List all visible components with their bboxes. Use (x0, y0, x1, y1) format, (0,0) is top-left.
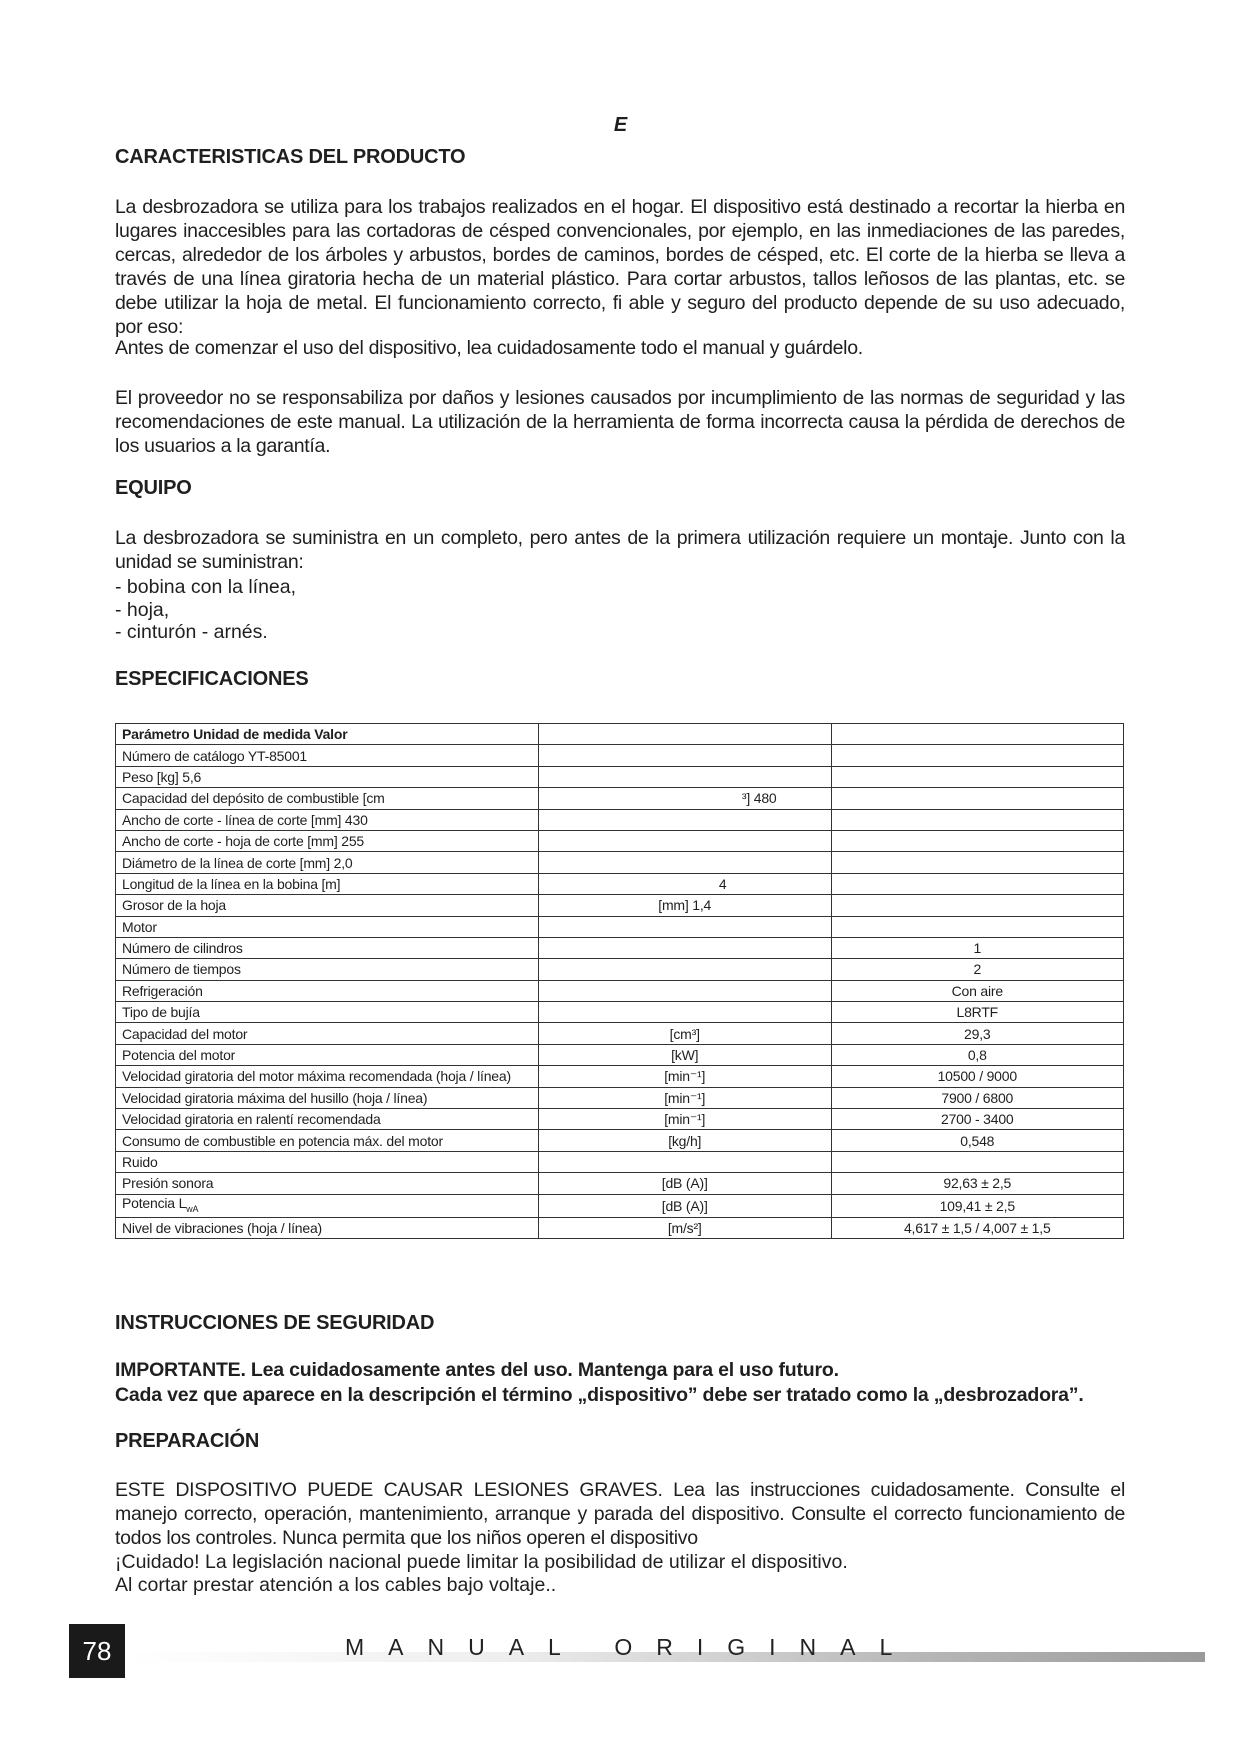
table-row (116, 788, 1124, 809)
table-row (116, 1023, 1124, 1044)
preparation-paragraph: ESTE DISPOSITIVO PUEDE CAUSAR LESIONES GRAVES. Lea las instrucciones cuidadosamente. Consulte el manejo correcto, operación, mantenimiento, arranque y parada del dispositivo. Consulte el correcto funcionamiento de todos los controles. Nunca permita que los niños operen el dispositivo (115, 1479, 1125, 1549)
characteristics-paragraph-3: El proveedor no se responsabiliza por daños y lesiones causados por incumplimiento de las normas de seguridad y las recomendaciones de este manual. La utilización de la herramienta de forma incorrecta causa la pérdida de derechos de los usuarios a la garantía. (115, 387, 1125, 457)
table-cell: Ancho de corte - línea de corte [mm] 430 (116, 809, 539, 830)
table-cell: Ancho de corte - hoja de corte [mm] 255 (116, 830, 539, 851)
table-cell: [dB (A)] (538, 1194, 831, 1217)
section-heading-equipment: EQUIPO (115, 477, 192, 499)
table-cell: Motor (116, 916, 539, 937)
table-cell: 4,617 ± 1,5 / 4,007 ± 1,5 (831, 1217, 1123, 1238)
table-cell: [dB (A)] (538, 1173, 831, 1194)
preparation-line-1: ¡Cuidado! La legislación nacional puede limitar la posibilidad de utilizar el dispositivo. (115, 1551, 848, 1573)
page-number: 78 (69, 1624, 125, 1678)
section-heading-specifications: ESPECIFICACIONES (115, 668, 309, 690)
table-cell: Número de cilindros (116, 937, 539, 958)
specifications-table (115, 723, 1124, 1239)
table-cell: Ruido (116, 1151, 539, 1172)
table-cell: [cm³] (538, 1023, 831, 1044)
section-heading-safety: INSTRUCCIONES DE SEGURIDAD (115, 1312, 435, 1334)
table-row (116, 1109, 1124, 1130)
table-cell: [min⁻¹] (538, 1087, 831, 1108)
table-cell (831, 745, 1123, 766)
table-cell: [mm] 1,4 (538, 895, 831, 916)
table-row (116, 1130, 1124, 1151)
table-header-cell (538, 724, 831, 745)
section-heading-preparation: PREPARACIÓN (115, 1430, 260, 1452)
section-heading-characteristics: CARACTERISTICAS DEL PRODUCTO (115, 146, 466, 168)
table-cell (538, 852, 831, 873)
important-note-1: IMPORTANTE. Lea cuidadosamente antes del uso. Mantenga para el uso futuro. (115, 1359, 839, 1381)
table-row (116, 1151, 1124, 1172)
table-row (116, 1194, 1124, 1217)
characteristics-paragraph-2: Antes de comenzar el uso del dispositivo, lea cuidadosamente todo el manual y guárdelo. (115, 337, 863, 359)
table-cell: [min⁻¹] (538, 1109, 831, 1130)
table-cell: ³] 480 (538, 788, 831, 809)
table-cell (831, 1151, 1123, 1172)
table-cell (831, 788, 1123, 809)
table-cell: 1 (831, 937, 1123, 958)
table-cell (831, 830, 1123, 851)
table-cell: 109,41 ± 2,5 (831, 1194, 1123, 1217)
equipment-item: - hoja, (115, 599, 170, 621)
table-row (116, 959, 1124, 980)
table-row (116, 937, 1124, 958)
table-cell (538, 916, 831, 937)
table-cell: Número de tiempos (116, 959, 539, 980)
table-cell: Refrigeración (116, 980, 539, 1001)
table-cell: Consumo de combustible en potencia máx. del motor (116, 1130, 539, 1151)
table-cell: Peso [kg] 5,6 (116, 766, 539, 787)
table-cell (538, 766, 831, 787)
table-row (116, 1087, 1124, 1108)
language-marker: E (613, 114, 628, 136)
table-cell (831, 873, 1123, 894)
table-row (116, 830, 1124, 851)
equipment-item: - cinturón - arnés. (115, 621, 268, 643)
table-row (116, 1044, 1124, 1065)
table-cell: 0,548 (831, 1130, 1123, 1151)
table-cell: Tipo de bujía (116, 1002, 539, 1023)
table-cell: 2 (831, 959, 1123, 980)
table-cell: [kW] (538, 1044, 831, 1065)
table-row (116, 852, 1124, 873)
table-cell: Diámetro de la línea de corte [mm] 2,0 (116, 852, 539, 873)
sound-power-label: Potencia L (122, 1194, 187, 1211)
equipment-item: - bobina con la línea, (115, 576, 297, 598)
table-header-cell: Parámetro Unidad de medida Valor (116, 724, 539, 745)
table-cell (538, 1002, 831, 1023)
table-cell: Capacidad del motor (116, 1023, 539, 1044)
table-header-row (116, 724, 1124, 745)
table-cell (831, 852, 1123, 873)
table-cell: Nivel de vibraciones (hoja / línea) (116, 1217, 539, 1238)
table-cell: L8RTF (831, 1002, 1123, 1023)
table-cell (538, 959, 831, 980)
table-cell: Grosor de la hoja (116, 895, 539, 916)
table-cell (538, 830, 831, 851)
table-cell: [min⁻¹] (538, 1066, 831, 1087)
table-cell: 4 (538, 873, 831, 894)
table-cell: Longitud de la línea en la bobina [m] (116, 873, 539, 894)
table-cell: 2700 - 3400 (831, 1109, 1123, 1130)
table-cell: Velocidad giratoria máxima del husillo (hoja / línea) (116, 1087, 539, 1108)
table-cell (538, 745, 831, 766)
table-header-cell (831, 724, 1123, 745)
table-cell: Número de catálogo YT-85001 (116, 745, 539, 766)
table-row (116, 1066, 1124, 1087)
table-cell (831, 809, 1123, 830)
characteristics-paragraph-1: La desbrozadora se utiliza para los trabajos realizados en el hogar. El dispositivo está destinado a recortar la hierba en lugares inaccesibles para las cortadoras de césped convencionales, por ejemplo, en las inmediaciones de las paredes, cercas, alrededor de los árboles y arbustos, bordes de caminos, bordes de césped, etc. El corte de la hierba se lleva a través de una línea giratoria hecha de un material plástico. Para cortar arbustos, tallos leñosos de las plantas, etc. se debe utilizar la hoja de metal. El funcionamiento correcto, fi able y seguro del producto depende de su uso adecuado, por eso: (115, 196, 1125, 338)
footer-title: MANUAL ORIGINAL (345, 1634, 917, 1660)
table-cell (538, 980, 831, 1001)
table-cell: [m/s²] (538, 1217, 831, 1238)
table-row (116, 1217, 1124, 1238)
table-row (116, 745, 1124, 766)
preparation-line-2: Al cortar prestar atención a los cables bajo voltaje.. (115, 1574, 557, 1596)
table-cell (831, 895, 1123, 916)
table-cell: Capacidad del depósito de combustible [cm (116, 788, 539, 809)
table-row (116, 916, 1124, 937)
table-row (116, 873, 1124, 894)
table-row (116, 1002, 1124, 1023)
table-cell (831, 916, 1123, 937)
table-row (116, 1173, 1124, 1194)
table-cell: Velocidad giratoria en ralentí recomendada (116, 1109, 539, 1130)
table-cell: 92,63 ± 2,5 (831, 1173, 1123, 1194)
table-cell (831, 766, 1123, 787)
table-cell: 10500 / 9000 (831, 1066, 1123, 1087)
table-cell (116, 1194, 539, 1217)
table-cell: 0,8 (831, 1044, 1123, 1065)
table-cell: Potencia del motor (116, 1044, 539, 1065)
table-cell (538, 937, 831, 958)
table-cell (538, 1151, 831, 1172)
table-cell: 7900 / 6800 (831, 1087, 1123, 1108)
equipment-paragraph: La desbrozadora se suministra en un completo, pero antes de la primera utilización requiere un montaje. Junto con la unidad se suministran: (115, 527, 1125, 573)
table-cell: [kg/h] (538, 1130, 831, 1151)
table-cell: Presión sonora (116, 1173, 539, 1194)
table-cell (538, 809, 831, 830)
table-row (116, 809, 1124, 830)
table-cell: 29,3 (831, 1023, 1123, 1044)
table-cell: Velocidad giratoria del motor máxima recomendada (hoja / línea) (116, 1066, 539, 1087)
table-row (116, 980, 1124, 1001)
table-cell: Con aire (831, 980, 1123, 1001)
table-row (116, 766, 1124, 787)
important-note-2: Cada vez que aparece en la descripción el término „dispositivo” debe ser tratado como la „desbrozadora”. (115, 1384, 1084, 1406)
lwa-subscript: wA (186, 1203, 199, 1214)
table-row (116, 895, 1124, 916)
